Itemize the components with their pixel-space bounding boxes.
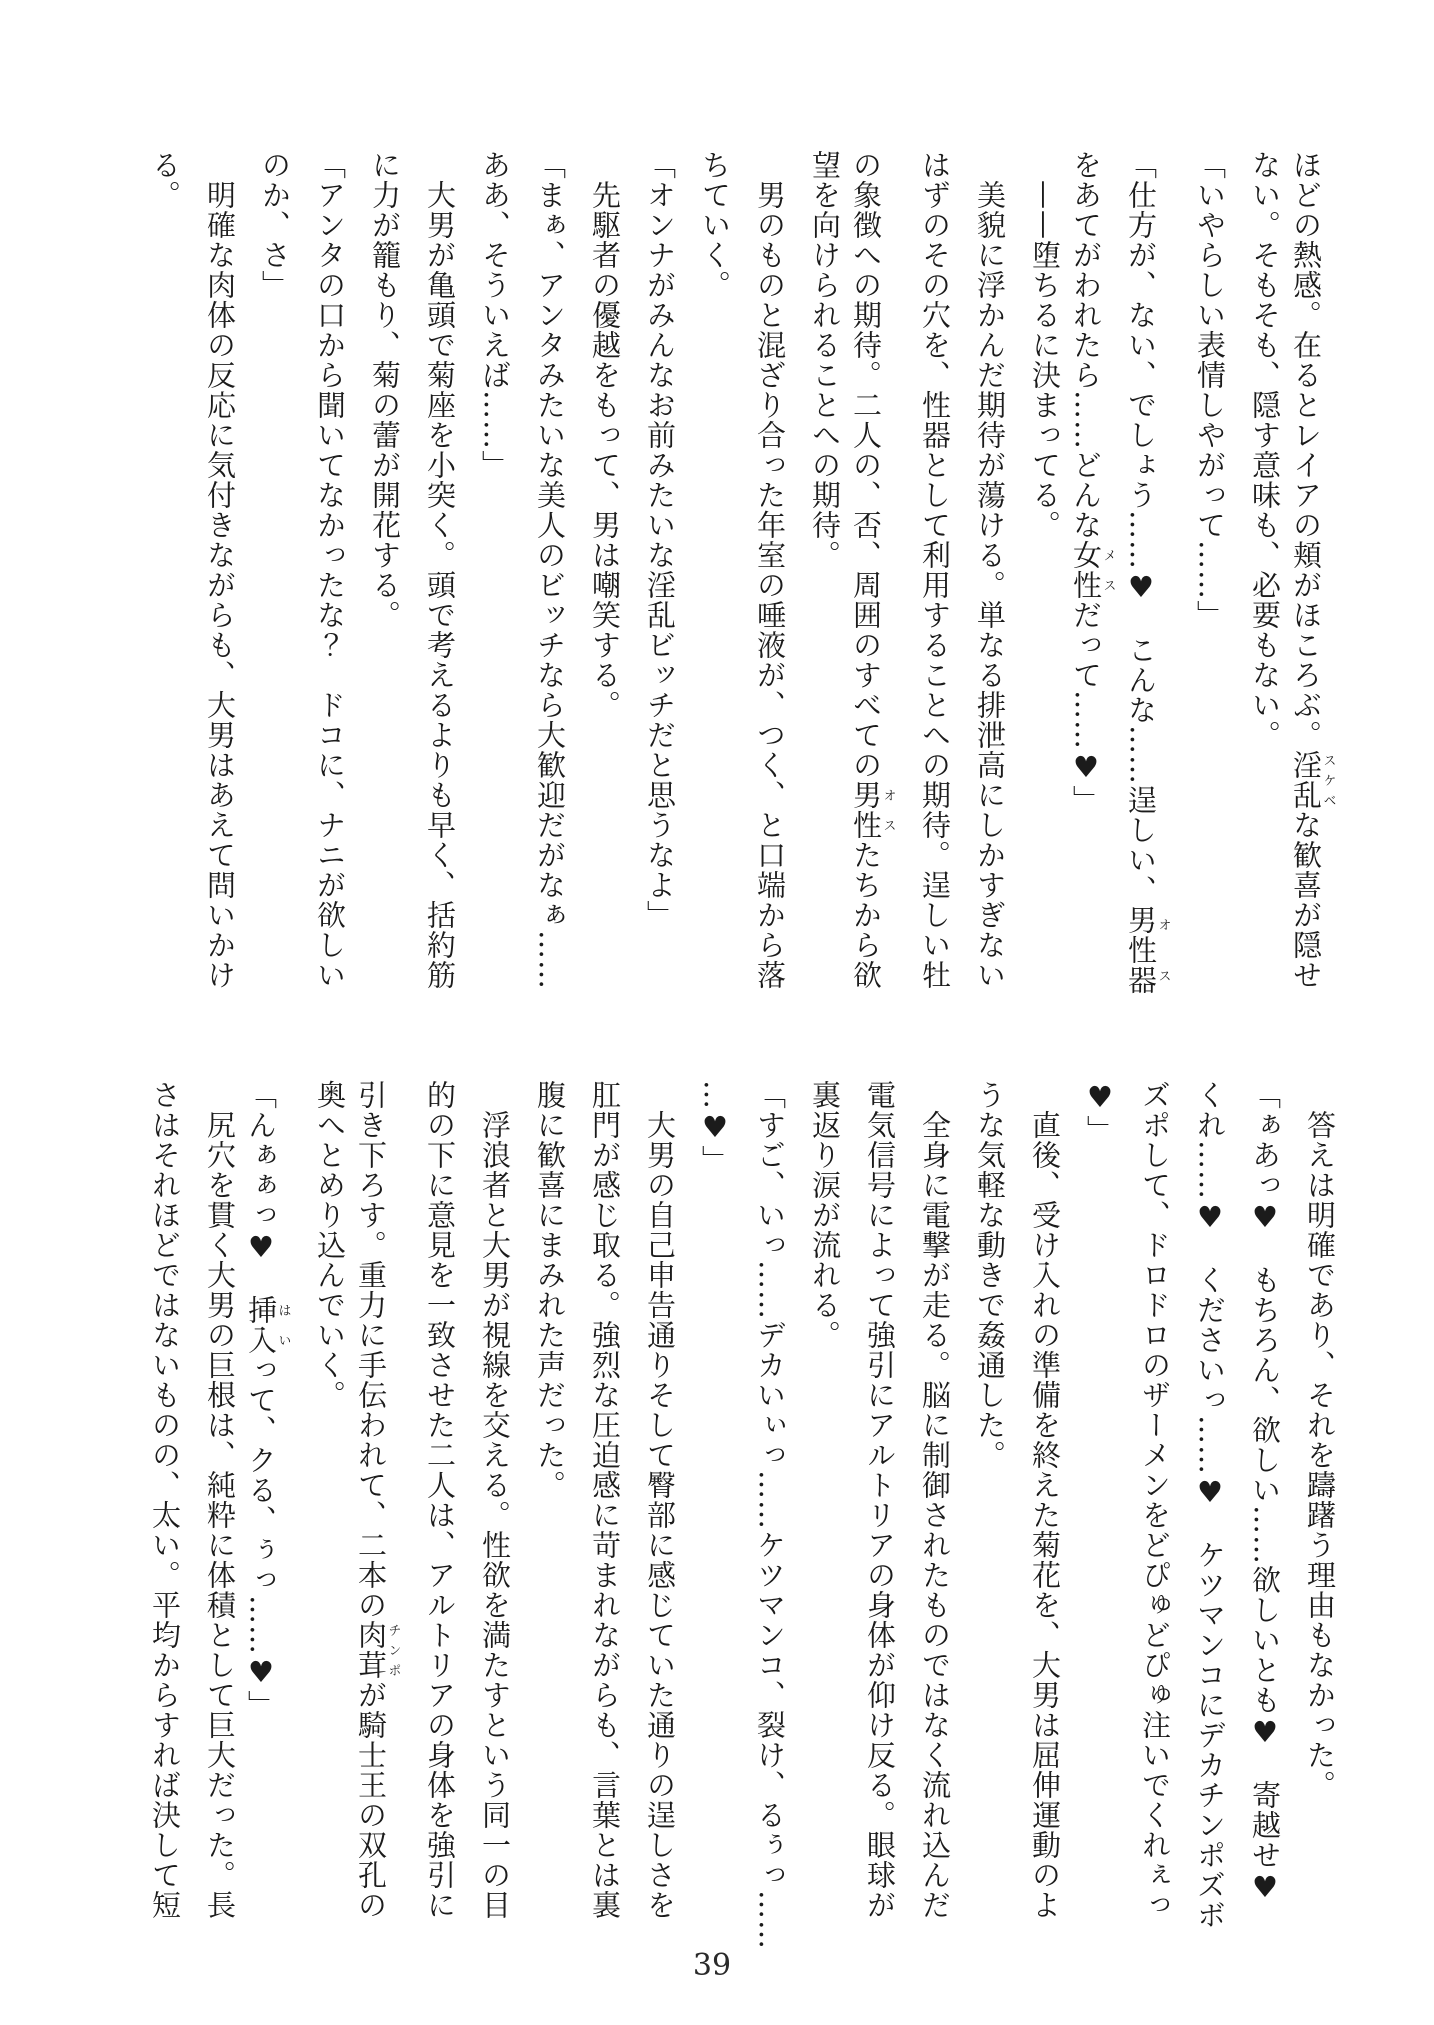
- text-column: 「仕方が、ない、でしょう……♥ こんな……逞しい、男性器オス: [1124, 150, 1171, 995]
- text-column: に力が籠もり、菊の蕾が開花する。: [368, 150, 402, 630]
- text-column: ♥」: [1083, 1080, 1117, 1145]
- text-column: 奥へとめり込んでいく。: [313, 1080, 347, 1410]
- text-column: ほどの熱感。在るとレイアの頬がほころぶ。淫乱スケベな歓喜が隠せ: [1289, 150, 1336, 990]
- text-column: 「オンナがみんなお前みたいな淫乱ビッチだと思うなよ」: [643, 150, 677, 930]
- text-column: ちていく。: [698, 150, 732, 300]
- upper-text-block: [150, 150, 1335, 995]
- text-column: 引き下ろす。重力に手伝われて、二本の肉茸チンポが騎士王の双孔の: [354, 1080, 401, 1920]
- page-number: 39: [692, 1948, 732, 1983]
- text-column: 腹に歓喜にまみれた声だった。: [533, 1080, 567, 1500]
- text-column: 「アンタの口から聞いてなかったな？ ドコに、ナニが欲しい: [313, 150, 347, 990]
- text-column: 直後、受け入れの準備を終えた菊花を、大男は屈伸運動のよ: [1028, 1080, 1062, 1920]
- text-column: のか、さ」: [258, 150, 292, 300]
- text-column: 裏返り涙が流れる。: [808, 1080, 842, 1350]
- text-column: ああ、そういえば……」: [478, 150, 512, 480]
- text-column: 男のものと混ざり合った年室の唾液が、つく、と口端から落: [753, 150, 787, 990]
- text-column: 大男が亀頭で菊座を小突く。頭で考えるよりも早く、括約筋: [423, 150, 457, 990]
- text-column: 明確な肉体の反応に気付きながらも、大男はあえて問いかけ: [203, 150, 237, 990]
- text-column: ない。そもそも、隠す意味も、必要もない。: [1248, 150, 1282, 750]
- text-column: ズポして、ドロドロのザーメンをどぴゅどぴゅ注いでくれぇっ: [1138, 1080, 1172, 1920]
- text-column: うな気軽な動きで姦通した。: [973, 1080, 1007, 1470]
- text-column: 尻穴を貫く大男の巨根は、純粋に体積として巨大だった。長: [203, 1080, 237, 1920]
- text-column: 「ぁあっ♥ もちろん、欲しい……欲しいとも♥ 寄越せ♥: [1248, 1080, 1282, 1905]
- text-column: 大男の自己申告通りそして臀部に感じていた通りの逞しさを: [643, 1080, 677, 1920]
- text-column: 「んぁぁっ♥ 挿入はいって、クる、ぅっ……♥」: [244, 1080, 291, 1720]
- text-column: 浮浪者と大男が視線を交える。性欲を満たすという同一の目: [478, 1080, 512, 1920]
- text-column: 「まぁ、アンタみたいな美人のビッチなら大歓迎だがなぁ……: [533, 150, 567, 990]
- lower-text-block: [150, 1080, 1335, 1950]
- text-column: 的の下に意見を一致させた二人は、アルトリアの身体を強引に: [423, 1080, 457, 1920]
- text-column: をあてがわれたら……どんな女性メスだって……♥」: [1069, 150, 1116, 815]
- text-column: 「いやらしい表情しやがって……」: [1193, 150, 1227, 630]
- text-column: ——堕ちるに決まってる。: [1028, 150, 1062, 540]
- text-column: 「すご、いっ……デカいぃっ……ケツマンコ、裂け、るぅっ……: [753, 1080, 787, 1950]
- text-column: 望を向けられることへの期待。: [808, 150, 842, 570]
- text-column: 答えは明確であり、それを躊躇う理由もなかった。: [1303, 1080, 1337, 1800]
- text-column: る。: [148, 150, 182, 210]
- text-column: 肛門が感じ取る。強烈な圧迫感に苛まれながらも、言葉とは裏: [588, 1080, 622, 1920]
- text-column: 美貌に浮かんだ期待が蕩ける。単なる排泄高にしかすぎない: [973, 150, 1007, 990]
- text-column: の象徴への期待。二人の、否、周囲のすべての男性オスたちから欲: [849, 150, 896, 990]
- text-column: …♥」: [698, 1080, 732, 1175]
- text-column: くれ……♥ くださいっ……♥ ケツマンコにデカチンポズボ: [1193, 1080, 1227, 1930]
- text-column: 電気信号によって強引にアルトリアの身体が仰け反る。眼球が: [863, 1080, 897, 1920]
- text-column: さはそれほどではないものの、太い。平均からすれば決して短: [148, 1080, 182, 1920]
- text-column: 全身に電撃が走る。脳に制御されたものではなく流れ込んだ: [918, 1080, 952, 1920]
- text-column: 先駆者の優越をもって、男は嘲笑する。: [588, 150, 622, 720]
- text-column: はずのその穴を、性器として利用することへの期待。逞しい牡: [918, 150, 952, 990]
